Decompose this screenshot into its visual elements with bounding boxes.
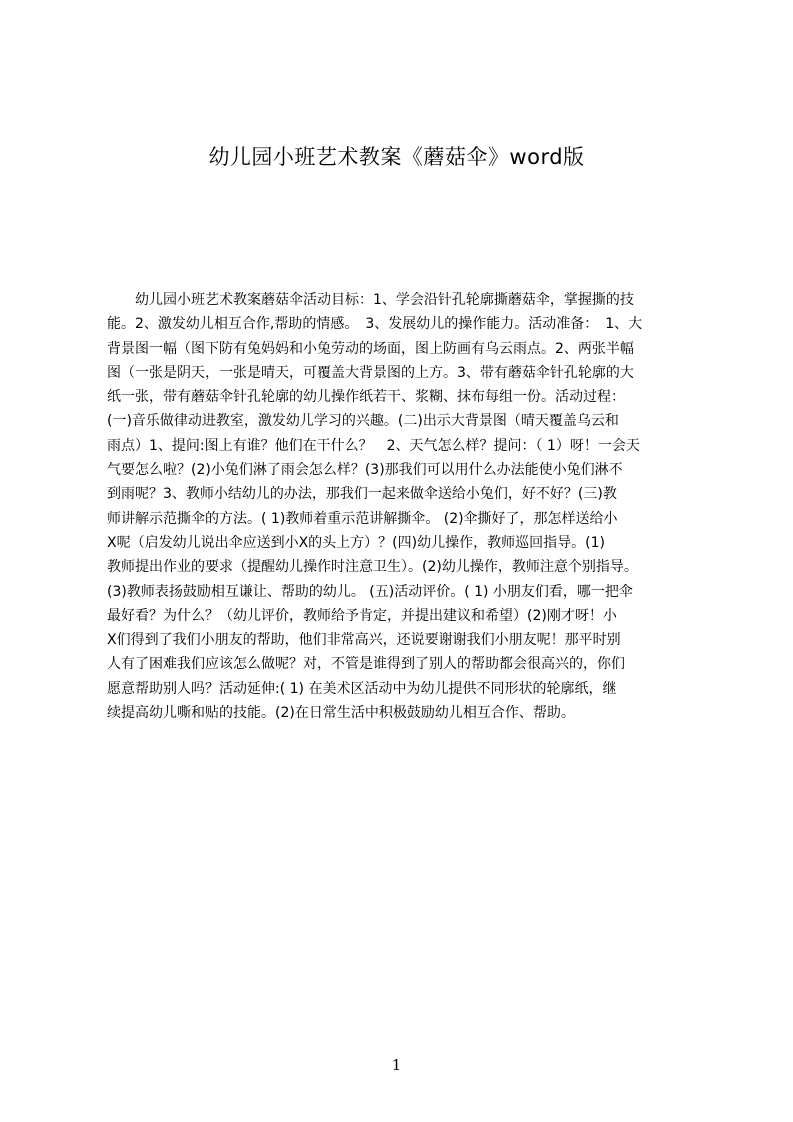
body-line: 能。2、激发幼儿相互合作,帮助的情感。 3、发展幼儿的操作能力。活动准备： 1、大 xyxy=(107,316,643,333)
document-title: 幼儿园小班艺术教案《蘑菇伞》word版 xyxy=(208,145,585,169)
body-line: 气要怎么啦？(2)小兔们淋了雨会怎么样？(3)那我们可以用什么办法能使小兔们淋不 xyxy=(107,462,623,479)
body-line: 纸一张，带有蘑菇伞针孔轮廓的幼儿操作纸若干、浆糊、抹布每组一份。活动过程： xyxy=(107,389,625,406)
body-line: 教师提出作业的要求（提醒幼儿操作时注意卫生）。(2)幼儿操作，教师注意个别指导。 xyxy=(107,559,638,576)
document-body xyxy=(107,288,709,725)
body-line: (3)教师表扬鼓励相互谦让、帮助的幼儿。 (五)活动评价。( 1) 小朋友们看，哪一把伞 xyxy=(107,583,633,600)
page-number: 1 xyxy=(391,1056,402,1074)
body-line: X们得到了我们小朋友的帮助，他们非常高兴，还说要谢谢我们小朋友呢！那平时别 xyxy=(107,632,621,649)
body-line: 到雨呢？3、教师小结幼儿的办法，那我们一起来做伞送给小兔们，好不好？(三)教 xyxy=(107,486,617,503)
body-line: 续提高幼儿嘶和贴的技能。(2)在日常生活中积极鼓励幼儿相互合作、帮助。 xyxy=(107,705,575,722)
body-line: 背景图一幅（图下防有兔妈妈和小兔劳动的场面，图上防画有乌云雨点。2、两张半幅 xyxy=(107,340,634,357)
body-line: (一)音乐做律动进教室，激发幼儿学习的兴趣。(二)出示大背景图（晴天覆盖乌云和 xyxy=(107,413,619,430)
body-line: 师讲解示范撕伞的方法。( 1)教师着重示范讲解撕伞。 (2)伞撕好了，那怎样送给小 xyxy=(107,510,618,527)
body-line: 人有了困难我们应该怎么做呢？对，不管是谁得到了别人的帮助都会很高兴的，你们 xyxy=(107,656,625,673)
body-line: 雨点）1、提问:图上有谁？他们在干什么？ 2、天气怎么样？提问：（ 1）呀！一会天 xyxy=(107,437,640,454)
body-line: 愿意帮助别人吗？活动延伸:( 1) 在美术区活动中为幼儿提供不同形状的轮廓纸，继 xyxy=(107,680,617,697)
body-line: 最好看？为什么？（幼儿评价，教师给予肯定，并提出建议和希望）(2)刚才呀！小 xyxy=(107,607,617,624)
body-line: 幼儿园小班艺术教案蘑菇伞活动目标：1、学会沿针孔轮廓撕蘑菇伞，掌握撕的技 xyxy=(107,292,634,308)
body-line: 图（一张是阴天，一张是晴天，可覆盖大背景图的上方。3、带有蘑菇伞针孔轮廓的大 xyxy=(107,364,634,381)
body-line: X呢（启发幼儿说出伞应送到小X的头上方）？(四)幼儿操作，教师巡回指导。(1) xyxy=(107,534,605,551)
